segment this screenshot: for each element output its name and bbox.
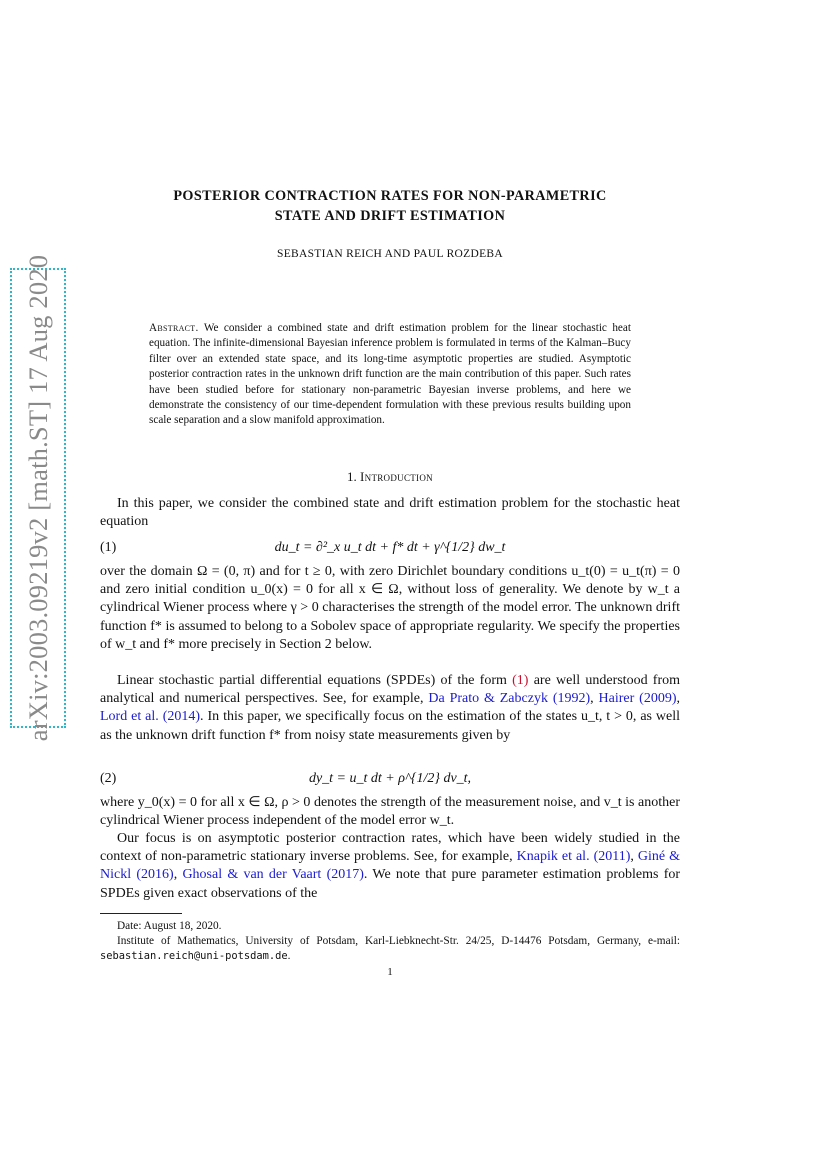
citation-ghosal-year[interactable]: (2017) bbox=[326, 867, 364, 883]
paragraph-3-part-a: Linear stochastic partial differential equations (SPDEs) of the form bbox=[117, 673, 507, 688]
paragraph-2-body: over the domain Ω = (0, π) and for t ≥ 0, with zero Dirichlet boundary conditions u_t(0) = u_t(π) = 0 and zero initial condition u_0(x) = 0 for all x ∈ Ω, without loss of generality. We denote by w_t a cylindrical Wiener process where γ > 0 characterises the strength of the model error. The unknown drift function f* is assumed to belong to a Sobolev space of appropriate regularity. We specify the properties of w_t and f* more precisely in Section 2 below. bbox=[100, 564, 680, 652]
abstract bbox=[149, 321, 631, 429]
author-email[interactable]: sebastian.reich@uni-potsdam.de bbox=[100, 950, 288, 963]
citation-lord[interactable]: Lord et al. bbox=[100, 709, 159, 725]
footnote-affiliation-text: Institute of Mathematics, University of Potsdam, Karl-Liebknecht-Str. 24/25, D-14476 Potsdam, Germany, e-mail: bbox=[117, 935, 680, 947]
citation-hairer[interactable]: Hairer bbox=[598, 691, 635, 707]
paragraph-4-text: where y_0(x) = 0 for all x ∈ Ω, ρ > 0 denotes the strength of the measurement noise, and v_t is another cylindrical Wiener process independent of the model error w_t. bbox=[100, 795, 680, 829]
citation-daprato-year[interactable]: (1992) bbox=[552, 691, 591, 707]
paragraph-4 bbox=[100, 794, 680, 830]
title-line-2: STATE AND DRIFT ESTIMATION bbox=[274, 208, 506, 224]
paragraph-5-part-a: Our focus is on asymptotic posterior contraction rates, which have been widely studied in the context of non-parametric stationary inverse problems. See, for example, bbox=[100, 831, 680, 865]
citation-ghosal[interactable]: Ghosal & van der Vaart bbox=[182, 867, 322, 883]
equation-1-formula: du_t = ∂²_x u_t dt + f* dt + γ^{1/2} dw_t bbox=[274, 540, 506, 555]
citation-knapik-year[interactable]: (2011) bbox=[593, 849, 631, 865]
paragraph-5-text: Our focus is on asymptotic posterior contraction rates, which have been widely studied in the context of non-parametric stationary inverse problems. See, for example, Knapik et al. (2011), Giné & Nickl (2016), Ghosal & van der Vaart (2017). We note that pure parameter estimation problems for SPDEs given exact observations of the bbox=[100, 831, 681, 901]
abstract-text: We consider a combined state and drift estimation problem for the linear stochastic heat equation. The infinite-dimensional Bayesian inference problem is formulated in terms of the Kalman–Bucy filter over an extended state space, and its long-time asymptotic properties are studied. Asymptotic posterior contraction rates in the unknown drift function are the main contribution of this paper. Such rates have been studied before for stationary non-parametric Bayesian inverse problems, and here we demonstrate the consistency of our time-dependent formulation with these previous results building upon scale separation and a slow manifold approximation. bbox=[149, 322, 631, 427]
footnote-date-text: Date: August 18, 2020. bbox=[117, 920, 222, 932]
citation-lord-year[interactable]: (2014) bbox=[162, 709, 201, 725]
equation-1 bbox=[100, 540, 680, 558]
paragraph-3 bbox=[100, 672, 680, 745]
paragraph-5 bbox=[100, 830, 680, 903]
citation-daprato[interactable]: Da Prato & Zabczyk bbox=[428, 691, 548, 707]
equation-1-reference[interactable]: (1) bbox=[512, 673, 529, 688]
footnote-date bbox=[100, 919, 680, 934]
citation-hairer-year[interactable]: (2009) bbox=[639, 691, 677, 707]
paragraph-3-text: Linear stochastic partial differential equations (SPDEs) of the form (1) are well understood from analytical and numerical perspectives. See, for example, Da Prato & Zabczyk (1992), Hairer (2009), Lord et al. (2014). In this paper, we specifically focus on the estimation of the states u_t, t > 0, as well as the unknown drift function f* from noisy state measurements given by bbox=[100, 673, 681, 743]
arxiv-stamp: arXiv:2003.09219v2 [math.ST] 17 Aug 2020 bbox=[10, 268, 66, 728]
footnote-rule bbox=[100, 913, 182, 914]
paragraph-2 bbox=[100, 563, 680, 654]
page-number: 1 bbox=[387, 966, 393, 978]
abstract-label: Abstract. bbox=[149, 322, 199, 334]
citation-knapik[interactable]: Knapik et al. bbox=[516, 849, 590, 865]
paragraph-1 bbox=[100, 495, 680, 531]
paragraph-5-part-b: We note that pure parameter estimation problems for SPDEs given exact observations of the bbox=[100, 867, 681, 901]
paragraph-1-text: In this paper, we consider the combined state and drift estimation problem for the stochastic heat equation bbox=[100, 496, 680, 530]
authors: SEBASTIAN REICH AND PAUL ROZDEBA bbox=[277, 248, 503, 260]
equation-1-label: (1) bbox=[100, 540, 117, 555]
section-number: 1. bbox=[347, 469, 357, 484]
equation-2-formula: dy_t = u_t dt + ρ^{1/2} dv_t, bbox=[308, 771, 472, 786]
citation-gine-year[interactable]: (2016) bbox=[136, 867, 174, 883]
footnote-affiliation: Institute of Mathematics, University of Potsdam, Karl-Liebknecht-Str. 24/25, D-14476 Potsdam, Germany, e-mail: sebastian.reich@uni-potsdam.de. bbox=[100, 935, 680, 963]
citation-gine[interactable]: Giné & Nickl bbox=[100, 849, 681, 883]
paper-title bbox=[100, 186, 680, 226]
paragraph-3-part-c: In this paper, we specifically focus on the estimation of the states u_t, t > 0, as well as the unknown drift function f* from noisy state measurements given by bbox=[100, 709, 681, 743]
paragraph-2-text bbox=[100, 563, 680, 654]
section-title: Introduction bbox=[360, 469, 433, 484]
paragraph-3-part-b: are well understood from analytical and numerical perspectives. See, for example, bbox=[100, 673, 681, 707]
title-line-1: POSTERIOR CONTRACTION RATES FOR NON-PARAMETRIC bbox=[173, 188, 607, 204]
section-heading bbox=[100, 469, 680, 485]
equation-2 bbox=[100, 771, 680, 789]
equation-2-label: (2) bbox=[100, 771, 117, 786]
